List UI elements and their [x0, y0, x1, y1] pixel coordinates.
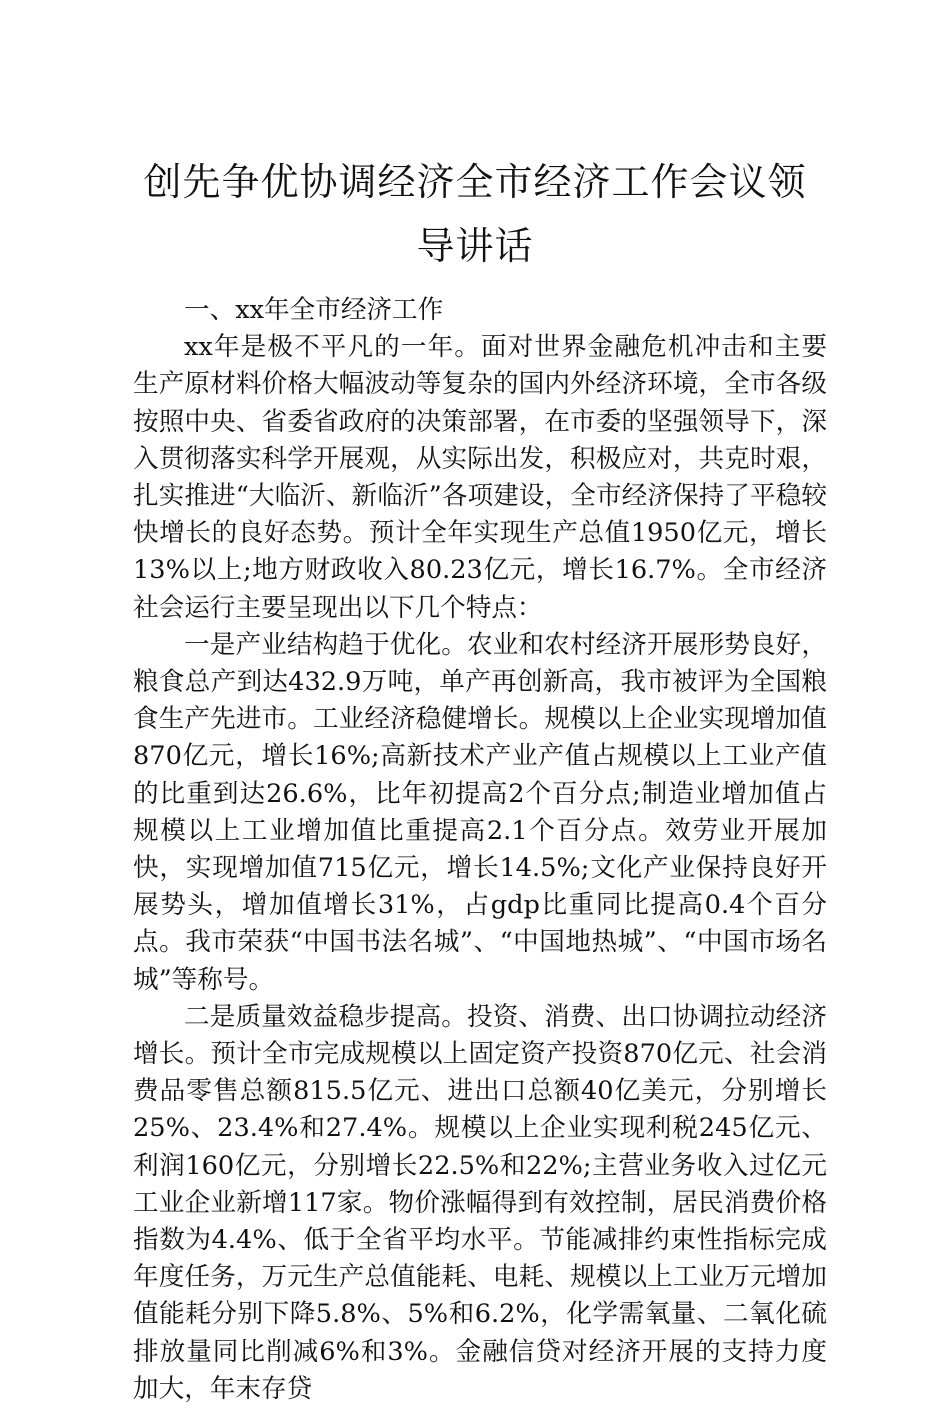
- paragraph-overview: xx年是极不平凡的一年。面对世界金融危机冲击和主要生产原材料价格大幅波动等复杂的国内外经济环境，全市各级按照中央、省委省政府的决策部署，在市委的坚强领导下，深入贯彻落实科学开展观，从实际出发，积极应对，共克时艰，扎实推进“大临沂、新临沂”各项建设，全市经济保持了平稳较快增长的良好态势。预计全年实现生产总值1950亿元，增长13%以上;地方财政收入80.23亿元，增长16.7%。全市经济社会运行主要呈现出以下几个特点：: [133, 332, 827, 623]
- paragraph-industry-structure: 一是产业结构趋于优化。农业和农村经济开展形势良好，粮食总产到达432.9万吨，单产再创新高，我市被评为全国粮食生产先进市。工业经济稳健增长。规模以上企业实现增加值870亿元，增长16%;高新技术产业产值占规模以上工业产值的比重到达26.6%，比年初提高2个百分点;制造业增加值占规模以上工业增加值比重提高2.1个百分点。效劳业开展加快，实现增加值715亿元，增长14.5%;文化产业保持良好开展势头，增加值增长31%，占gdp比重同比提高0.4个百分点。我市荣获“中国书法名城”、“中国地热城”、“中国市场名城”等称号。: [133, 629, 827, 995]
- paragraph-quality-efficiency: 二是质量效益稳步提高。投资、消费、出口协调拉动经济增长。预计全市完成规模以上固定资产投资870亿元、社会消费品零售总额815.5亿元、进出口总额40亿美元，分别增长25%、23.4%和27.4%。规模以上企业实现利税245亿元、利润160亿元，分别增长22.5%和22%;主营业务收入过亿元工业企业新增117家。物价涨幅得到有效控制，居民消费价格指数为4.4%、低于全省平均水平。节能减排约束性指标完成年度任务，万元生产总值能耗、电耗、规模以上工业万元增加值能耗分别下降5.8%、5%和6.2%，化学需氧量、二氧化硫排放量同比削减6%和3%。金融信贷对经济开展的支持力度加大，年末存贷: [133, 1001, 827, 1404]
- document-body: [133, 292, 827, 1408]
- document-title: 创先争优协调经济全市经济工作会议领导讲话: [143, 160, 807, 268]
- section-heading: 一、xx年全市经济工作: [184, 295, 444, 325]
